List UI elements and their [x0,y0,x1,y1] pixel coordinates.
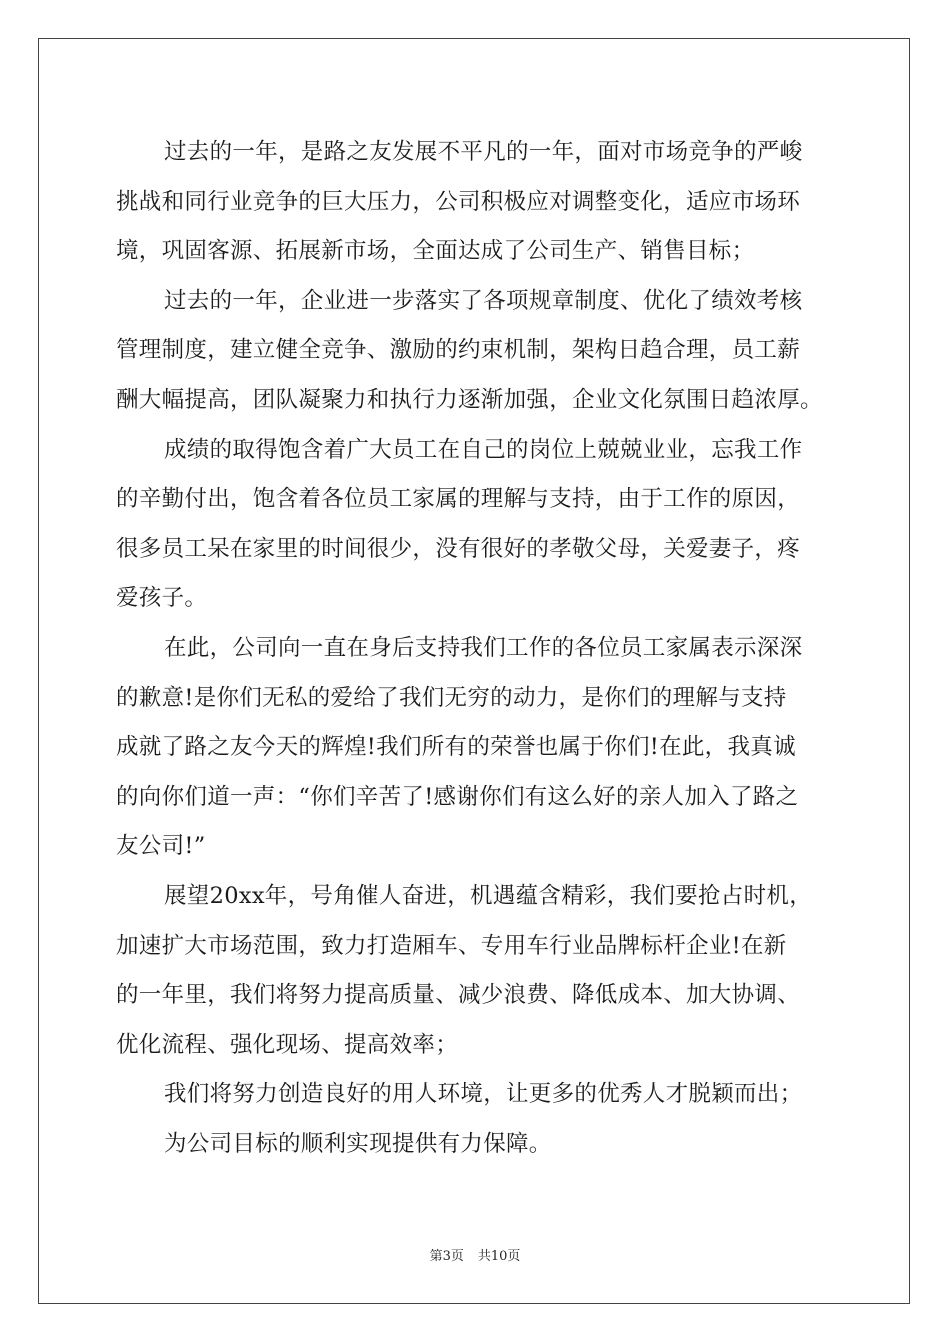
text-line: 管理制度，建立健全竞争、激励的约束机制，架构日趋合理，员工薪 [116,337,801,364]
text-line: 的辛勤付出，饱含着各位员工家属的理解与支持，由于工作的原因， [116,486,801,513]
text-line: 我们将努力创造良好的用人环境，让更多的优秀人才脱颖而出； [164,1081,803,1108]
page-number-total: 共10页 [477,1249,521,1264]
text-line: 的向你们道一声：“你们辛苦了!感谢你们有这么好的亲人加入了路之 [116,783,799,810]
text-line: 在此，公司向一直在身后支持我们工作的各位员工家属表示深深 [164,634,803,661]
text-line: 过去的一年，是路之友发展不平凡的一年，面对市场竞争的严峻 [164,139,803,165]
text-line: 优化流程、强化现场、提高效率； [116,1031,459,1058]
text-line: 酬大幅提高，团队凝聚力和执行力逐渐加强，企业文化氛围日趋浓厚。 [116,386,823,413]
text-line: 的歉意!是你们无私的爱给了我们无穷的动力，是你们的理解与支持 [116,684,787,711]
text-line: 过去的一年，企业进一步落实了各项规章制度、优化了绩效考核 [164,287,803,314]
text-line: 加速扩大市场范围，致力打造厢车、专用车行业品牌标杆企业!在新 [116,932,787,959]
text-line: 展望20xx年，号角催人奋进，机遇蕴含精彩，我们要抢占时机， [164,882,813,909]
text-line: 境，巩固客源、拓展新市场，全面达成了公司生产、销售目标； [116,238,755,265]
text-line: 成就了路之友今天的辉煌!我们所有的荣誉也属于你们!在此，我真诚 [116,734,796,761]
text-line: 挑战和同行业竞争的巨大压力，公司积极应对调整变化，适应市场环 [116,188,801,215]
text-line: 爱孩子。 [116,585,208,612]
document-body [116,128,836,1169]
text-line: 很多员工呆在家里的时间很少，没有很好的孝敬父母，关爱妻子，疼 [116,535,801,562]
text-line: 的一年里，我们将努力提高质量、减少浪费、降低成本、加大协调、 [116,982,801,1009]
text-line: 为公司目标的顺利实现提供有力保障。 [164,1130,552,1157]
text-line: 成绩的取得饱含着广大员工在自己的岗位上兢兢业业，忘我工作 [164,436,803,463]
page-footer [0,1248,950,1266]
text-line: 友公司!” [116,833,206,860]
page-number-current: 第3页 [429,1249,464,1264]
